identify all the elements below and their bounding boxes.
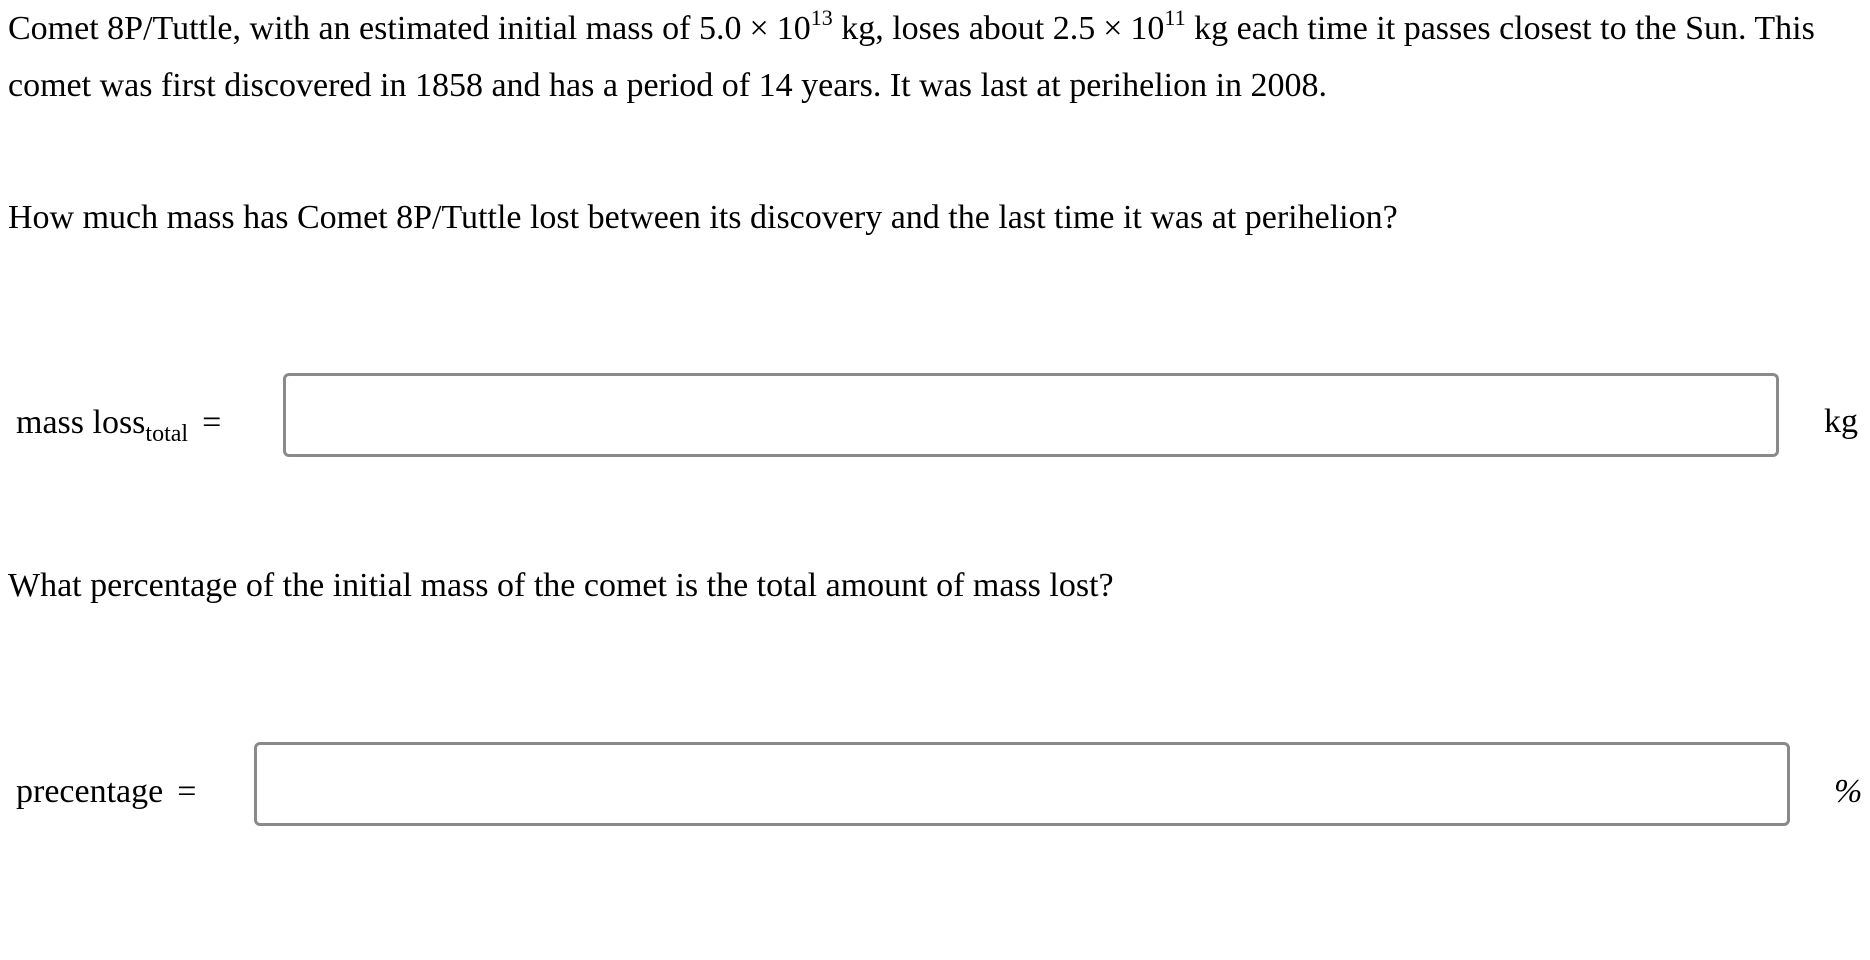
question-mass-loss: How much mass has Comet 8P/Tuttle lost between its discovery and the last time it was at perihelion? (8, 199, 1398, 236)
intro-text-3: kg each time it passes closest to the Sun. This comet was first discovered in 1858 and has a period of 14 years. It was last at perihelion in 2008. (8, 10, 1815, 104)
times-symbol: × (749, 10, 769, 47)
mass-loss-label-main: mass loss (16, 404, 146, 441)
power-base: 10 (1130, 10, 1165, 47)
power-base: 10 (776, 10, 811, 47)
intro-text-1: Comet 8P/Tuttle, with an estimated initial mass of 5.0 (8, 10, 742, 47)
mass-loss-unit: kg (1824, 403, 1858, 440)
intro-text-2: kg, loses about 2.5 (841, 10, 1096, 47)
times-symbol: × (1103, 10, 1123, 47)
percentage-unit: % (1834, 773, 1863, 810)
percentage-label-main: precentage (16, 773, 164, 810)
percentage-input[interactable] (254, 742, 1790, 826)
loss-exponent: 11 (1164, 5, 1186, 30)
problem-statement (8, 2, 1858, 113)
mass-loss-label (16, 403, 221, 446)
percentage-label (16, 772, 196, 812)
mass-loss-input[interactable] (283, 373, 1779, 457)
equals-sign: = (177, 773, 197, 810)
equals-sign: = (202, 404, 222, 441)
initial-mass-exponent: 13 (810, 5, 833, 30)
mass-loss-label-sub: total (145, 421, 189, 447)
question-percentage: What percentage of the initial mass of the comet is the total amount of mass lost? (8, 567, 1114, 604)
